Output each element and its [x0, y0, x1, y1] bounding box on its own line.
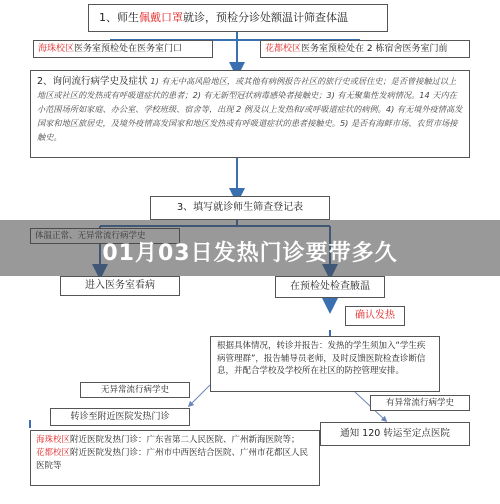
headline: 01月03日发热门诊要带多久: [102, 241, 398, 266]
hospitals-box: [30, 430, 320, 486]
campus-left-box: [33, 40, 213, 58]
step1-suffix: 就诊，预检分诊处额温计筛查体温: [183, 11, 348, 24]
campus-right-text: 医务室预检处在 2 栋宿舍医务室门前: [301, 44, 448, 54]
decision-text: 根据具体情况，转诊并报告：发热的学生须加入“学生疾病管理群”，报告辅导员老师，及时反馈医院检查诊断信息，并配合学校及学校所在社区的防控管理安排。: [217, 341, 426, 376]
referral-nearby-box: [50, 408, 190, 426]
call-120-text: 通知 120 转运至定点医院: [340, 428, 450, 439]
has-history-box: [370, 395, 470, 411]
decision-box: [210, 336, 440, 392]
recheck-box: [275, 276, 385, 298]
no-history-box: [80, 382, 190, 398]
confirm-fever-text: 确认发热: [355, 310, 395, 321]
connector-to-nearby: [190, 385, 210, 405]
enter-clinic-box: [60, 276, 180, 296]
step3-text: 3、填写就诊师生筛查登记表: [176, 202, 304, 213]
step1-box: [88, 4, 388, 32]
recheck-text: 在预检处检查腋温: [290, 281, 370, 292]
hospitals-line1-campus: 海珠校区: [36, 435, 71, 445]
no-history-text: 无异常流行病学史: [100, 385, 169, 395]
hospitals-line1-text: 附近医院发热门诊：广东省第二人民医院、广州新海医院等；: [70, 435, 300, 445]
confirm-fever-box: [345, 306, 405, 326]
campus-right-name: 花都校区: [265, 44, 302, 54]
step1-highlight: 佩戴口罩: [139, 11, 183, 24]
step2-body: 1) 有无中高风险地区，或其他有病例报告社区的旅行史或居住史；是否曾接触过以上地区或社区的发热或有呼吸道症状的患者；2) 有无新型冠状病毒感染者接触史；3) 有无聚集性发病情况。14 天内在小范围场所如家庭、办公室、学校班级、宿舍等，出现 2 例及以上发热和/或呼吸道症状的病例。4) 有无境外疫情高发国家和地区旅居史，及境外疫情高发国家和地区发热或有呼吸道症状的患者接触史。5) 是否有海鲜市场、农贸市场接触史。: [37, 76, 463, 142]
step2-title: 2、询问流行病学史及症状: [37, 76, 148, 87]
hospitals-line2-text: 附近医院发热门诊：广州市中西医结合医院、广州市花都区人民医院等: [36, 448, 309, 471]
campus-left-name: 海珠校区: [38, 44, 75, 54]
step3-box: [150, 196, 330, 220]
campus-left-text: 医务室预检处在医务室门口: [74, 44, 183, 54]
step2-box: [30, 70, 470, 158]
step1-prefix: 1、师生: [99, 11, 139, 24]
campus-right-box: [260, 40, 470, 58]
has-history-text: 有异常流行病学史: [385, 398, 454, 408]
hospitals-line2-campus: 花都校区: [36, 448, 71, 458]
referral-nearby-text: 转诊至附近医院发热门诊: [70, 412, 170, 422]
call-120-box: [320, 422, 470, 446]
enter-clinic-text: 进入医务室看病: [85, 280, 155, 291]
